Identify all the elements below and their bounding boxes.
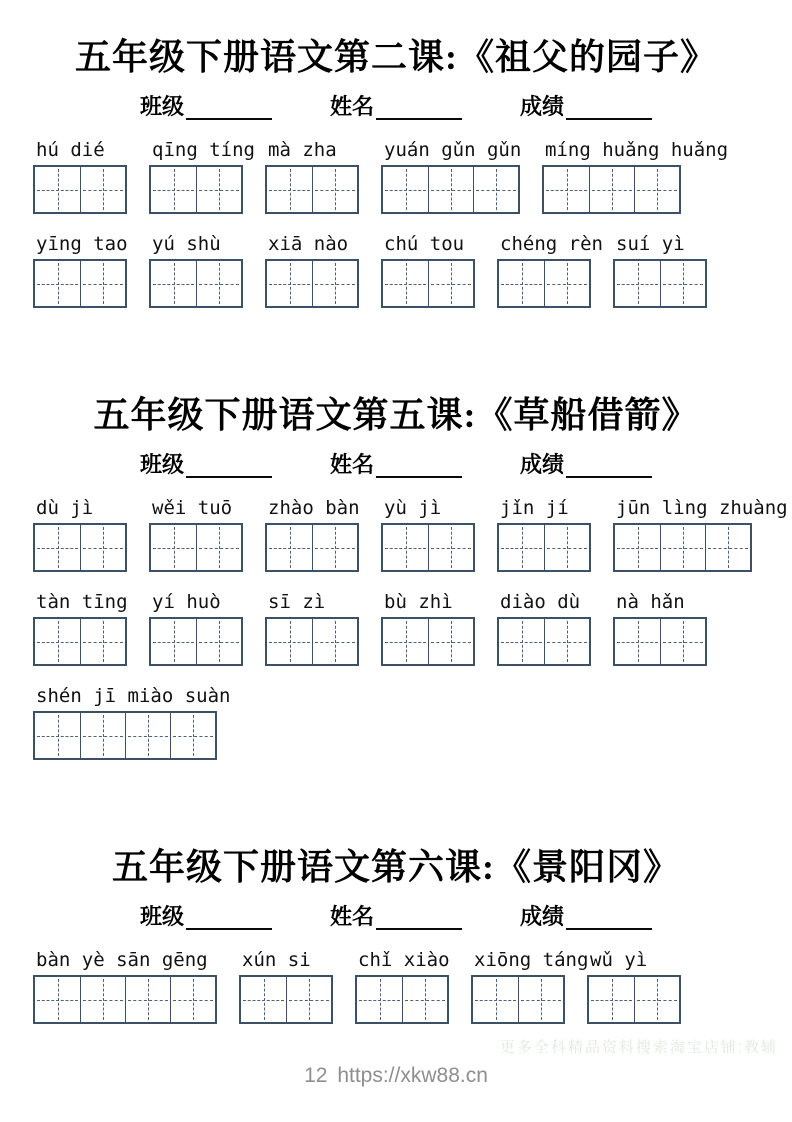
tianzige-cell [312,167,357,212]
word-group [381,590,475,666]
worksheet-section [33,844,792,1024]
pinyin-label: yīng tao [36,233,128,255]
writing-grid [613,259,707,308]
tianzige-cell [499,525,544,570]
writing-grid [33,975,217,1024]
writing-grid [471,975,565,1024]
tianzige-cell [615,619,660,664]
word-group [239,948,333,1024]
tianzige-cell [383,261,428,306]
tianzige-cell [634,977,679,1022]
tianzige-cell [589,167,634,212]
tianzige-cell [267,525,312,570]
word-group [471,948,589,1024]
tianzige-cell [544,261,589,306]
info-field [140,904,272,930]
tianzige-cell [383,619,428,664]
info-field [140,94,272,120]
tianzige-cell [241,977,286,1022]
pinyin-label: chú tou [384,233,465,255]
word-group [33,232,127,308]
tianzige-cell [80,525,125,570]
writing-grid [497,523,591,572]
writing-grid [587,975,681,1024]
tianzige-cell [267,261,312,306]
writing-grid [149,165,243,214]
info-field [330,452,462,478]
tianzige-cell [80,261,125,306]
tianzige-cell [634,167,679,212]
word-group [613,232,707,308]
pinyin-label: hú dié [36,139,105,161]
tianzige-cell [615,525,660,570]
word-group [381,138,520,214]
tianzige-cell [544,525,589,570]
info-field-label: 姓名 [329,94,374,119]
pinyin-label: xún si [242,949,311,971]
pinyin-label: wěi tuō [152,497,233,519]
tianzige-cell [428,525,473,570]
tianzige-cell [170,713,215,758]
tianzige-cell [312,619,357,664]
tianzige-cell [518,977,563,1022]
word-row [33,496,792,572]
pinyin-label: nà hǎn [616,591,685,613]
info-field-label: 成绩 [520,452,565,477]
tianzige-cell [125,713,170,758]
pinyin-label: xiōng táng [474,949,589,971]
info-field-blank-line [566,102,652,120]
tianzige-cell [35,713,80,758]
pinyin-label: jǐn jí [500,497,569,519]
word-group [542,138,729,214]
tianzige-cell [125,977,170,1022]
tianzige-cell [196,167,241,212]
worksheet-section [33,34,792,308]
section-title: 五年级下册语文第六课:《景阳冈》 [112,847,680,887]
tianzige-cell [473,977,518,1022]
pinyin-label: chéng rèn [500,233,603,255]
tianzige-cell [383,525,428,570]
writing-grid [149,617,243,666]
tianzige-cell [267,167,312,212]
tianzige-cell [428,167,473,212]
tianzige-cell [357,977,402,1022]
info-field [520,452,652,478]
word-group [497,590,591,666]
info-field [520,94,652,120]
tianzige-cell [267,619,312,664]
writing-grid [381,165,520,214]
word-row [33,232,792,308]
tianzige-cell [544,619,589,664]
tianzige-cell [312,261,357,306]
word-row [33,590,792,666]
info-field [330,94,462,120]
info-field-blank-line [566,460,652,478]
tianzige-cell [151,619,196,664]
pinyin-label: mà zha [268,139,337,161]
writing-grid [497,259,591,308]
pinyin-label: tàn tīng [36,591,128,613]
writing-grid [265,165,359,214]
pinyin-label: suí yì [616,233,685,255]
promo-watermark: 更多全科精品资料搜索淘宝店铺:教辅 [499,1039,778,1056]
info-field-label: 成绩 [520,94,565,119]
pinyin-label: yuán gǔn gǔn [384,139,522,161]
tianzige-cell [473,167,518,212]
word-group [381,232,475,308]
word-group [149,496,243,572]
info-field-blank-line [186,912,272,930]
word-group [149,138,255,214]
pinyin-label: dù jì [36,497,94,519]
word-group [613,590,707,666]
writing-grid [33,259,127,308]
writing-grid [33,617,127,666]
info-field-blank-line [376,912,462,930]
tianzige-cell [615,261,660,306]
word-group [265,232,359,308]
word-group [265,496,359,572]
tianzige-cell [660,261,705,306]
info-field-blank-line [566,912,652,930]
word-group [587,948,681,1024]
tianzige-cell [80,977,125,1022]
pinyin-label: diào dù [500,591,581,613]
tianzige-cell [428,619,473,664]
tianzige-cell [660,619,705,664]
writing-grid [542,165,681,214]
pinyin-label: shén jī miào suàn [36,685,231,707]
pinyin-label: chǐ xiào [358,949,450,971]
page-number: 12 [304,1064,328,1087]
writing-grid [265,523,359,572]
word-group [265,590,359,666]
writing-grid [613,617,707,666]
word-group [613,496,788,572]
word-group [149,590,243,666]
info-fields [33,94,759,120]
tianzige-cell [589,977,634,1022]
tianzige-cell [499,261,544,306]
word-group [33,138,127,214]
tianzige-cell [660,525,705,570]
tianzige-cell [428,261,473,306]
word-group [381,496,475,572]
word-group [497,496,591,572]
word-row [33,138,792,214]
writing-grid [613,523,752,572]
info-field-label: 姓名 [329,452,374,477]
word-group [33,496,127,572]
info-fields [33,452,759,478]
writing-grid [265,259,359,308]
info-field-blank-line [186,102,272,120]
tianzige-cell [499,619,544,664]
word-group [33,684,231,760]
word-group [33,590,127,666]
section-title: 五年级下册语文第五课:《草船借箭》 [93,395,699,435]
info-field-label: 成绩 [520,904,565,929]
word-group [355,948,449,1024]
tianzige-cell [80,167,125,212]
pinyin-label: bàn yè sān gēng [36,949,208,971]
tianzige-cell [286,977,331,1022]
pinyin-label: yú shù [152,233,221,255]
pinyin-label: wǔ yì [590,949,648,971]
pinyin-label: zhào bàn [268,497,360,519]
info-field-label: 班级 [139,452,184,477]
word-row [33,684,792,760]
tianzige-cell [544,167,589,212]
tianzige-cell [196,261,241,306]
writing-grid [497,617,591,666]
tianzige-cell [35,977,80,1022]
word-group [149,232,243,308]
writing-grid [33,165,127,214]
writing-grid [239,975,333,1024]
footer-url: https://xkw88.cn [337,1064,488,1087]
writing-grid [381,523,475,572]
info-field [330,904,462,930]
info-field-blank-line [376,102,462,120]
pinyin-label: sī zì [268,591,326,613]
tianzige-cell [402,977,447,1022]
page-footer [0,1064,792,1088]
info-fields [33,904,759,930]
info-field [140,452,272,478]
tianzige-cell [312,525,357,570]
tianzige-cell [35,525,80,570]
pinyin-label: bù zhì [384,591,453,613]
word-group [497,232,603,308]
tianzige-cell [196,525,241,570]
writing-grid [149,259,243,308]
info-field-blank-line [186,460,272,478]
tianzige-cell [80,619,125,664]
writing-grid [33,711,217,760]
writing-grid [381,259,475,308]
tianzige-cell [80,713,125,758]
pinyin-label: yí huò [152,591,221,613]
writing-grid [381,617,475,666]
section-title: 五年级下册语文第二课:《祖父的园子》 [75,37,717,77]
writing-grid [33,523,127,572]
pinyin-label: qīng tíng [152,139,255,161]
tianzige-cell [170,977,215,1022]
info-field-label: 班级 [139,904,184,929]
pinyin-label: yù jì [384,497,442,519]
tianzige-cell [196,619,241,664]
info-field [520,904,652,930]
tianzige-cell [35,619,80,664]
tianzige-cell [35,261,80,306]
tianzige-cell [383,167,428,212]
tianzige-cell [35,167,80,212]
pinyin-label: jūn lìng zhuàng [616,497,788,519]
tianzige-cell [151,525,196,570]
tianzige-cell [151,261,196,306]
pinyin-label: míng huǎng huǎng [545,139,729,161]
info-field-label: 班级 [139,94,184,119]
word-group [33,948,217,1024]
writing-grid [355,975,449,1024]
info-field-blank-line [376,460,462,478]
writing-grid [265,617,359,666]
worksheet-section [33,392,792,760]
info-field-label: 姓名 [329,904,374,929]
pinyin-label: xiā nào [268,233,349,255]
tianzige-cell [151,167,196,212]
writing-grid [149,523,243,572]
word-group [265,138,359,214]
word-row [33,948,792,1024]
tianzige-cell [705,525,750,570]
